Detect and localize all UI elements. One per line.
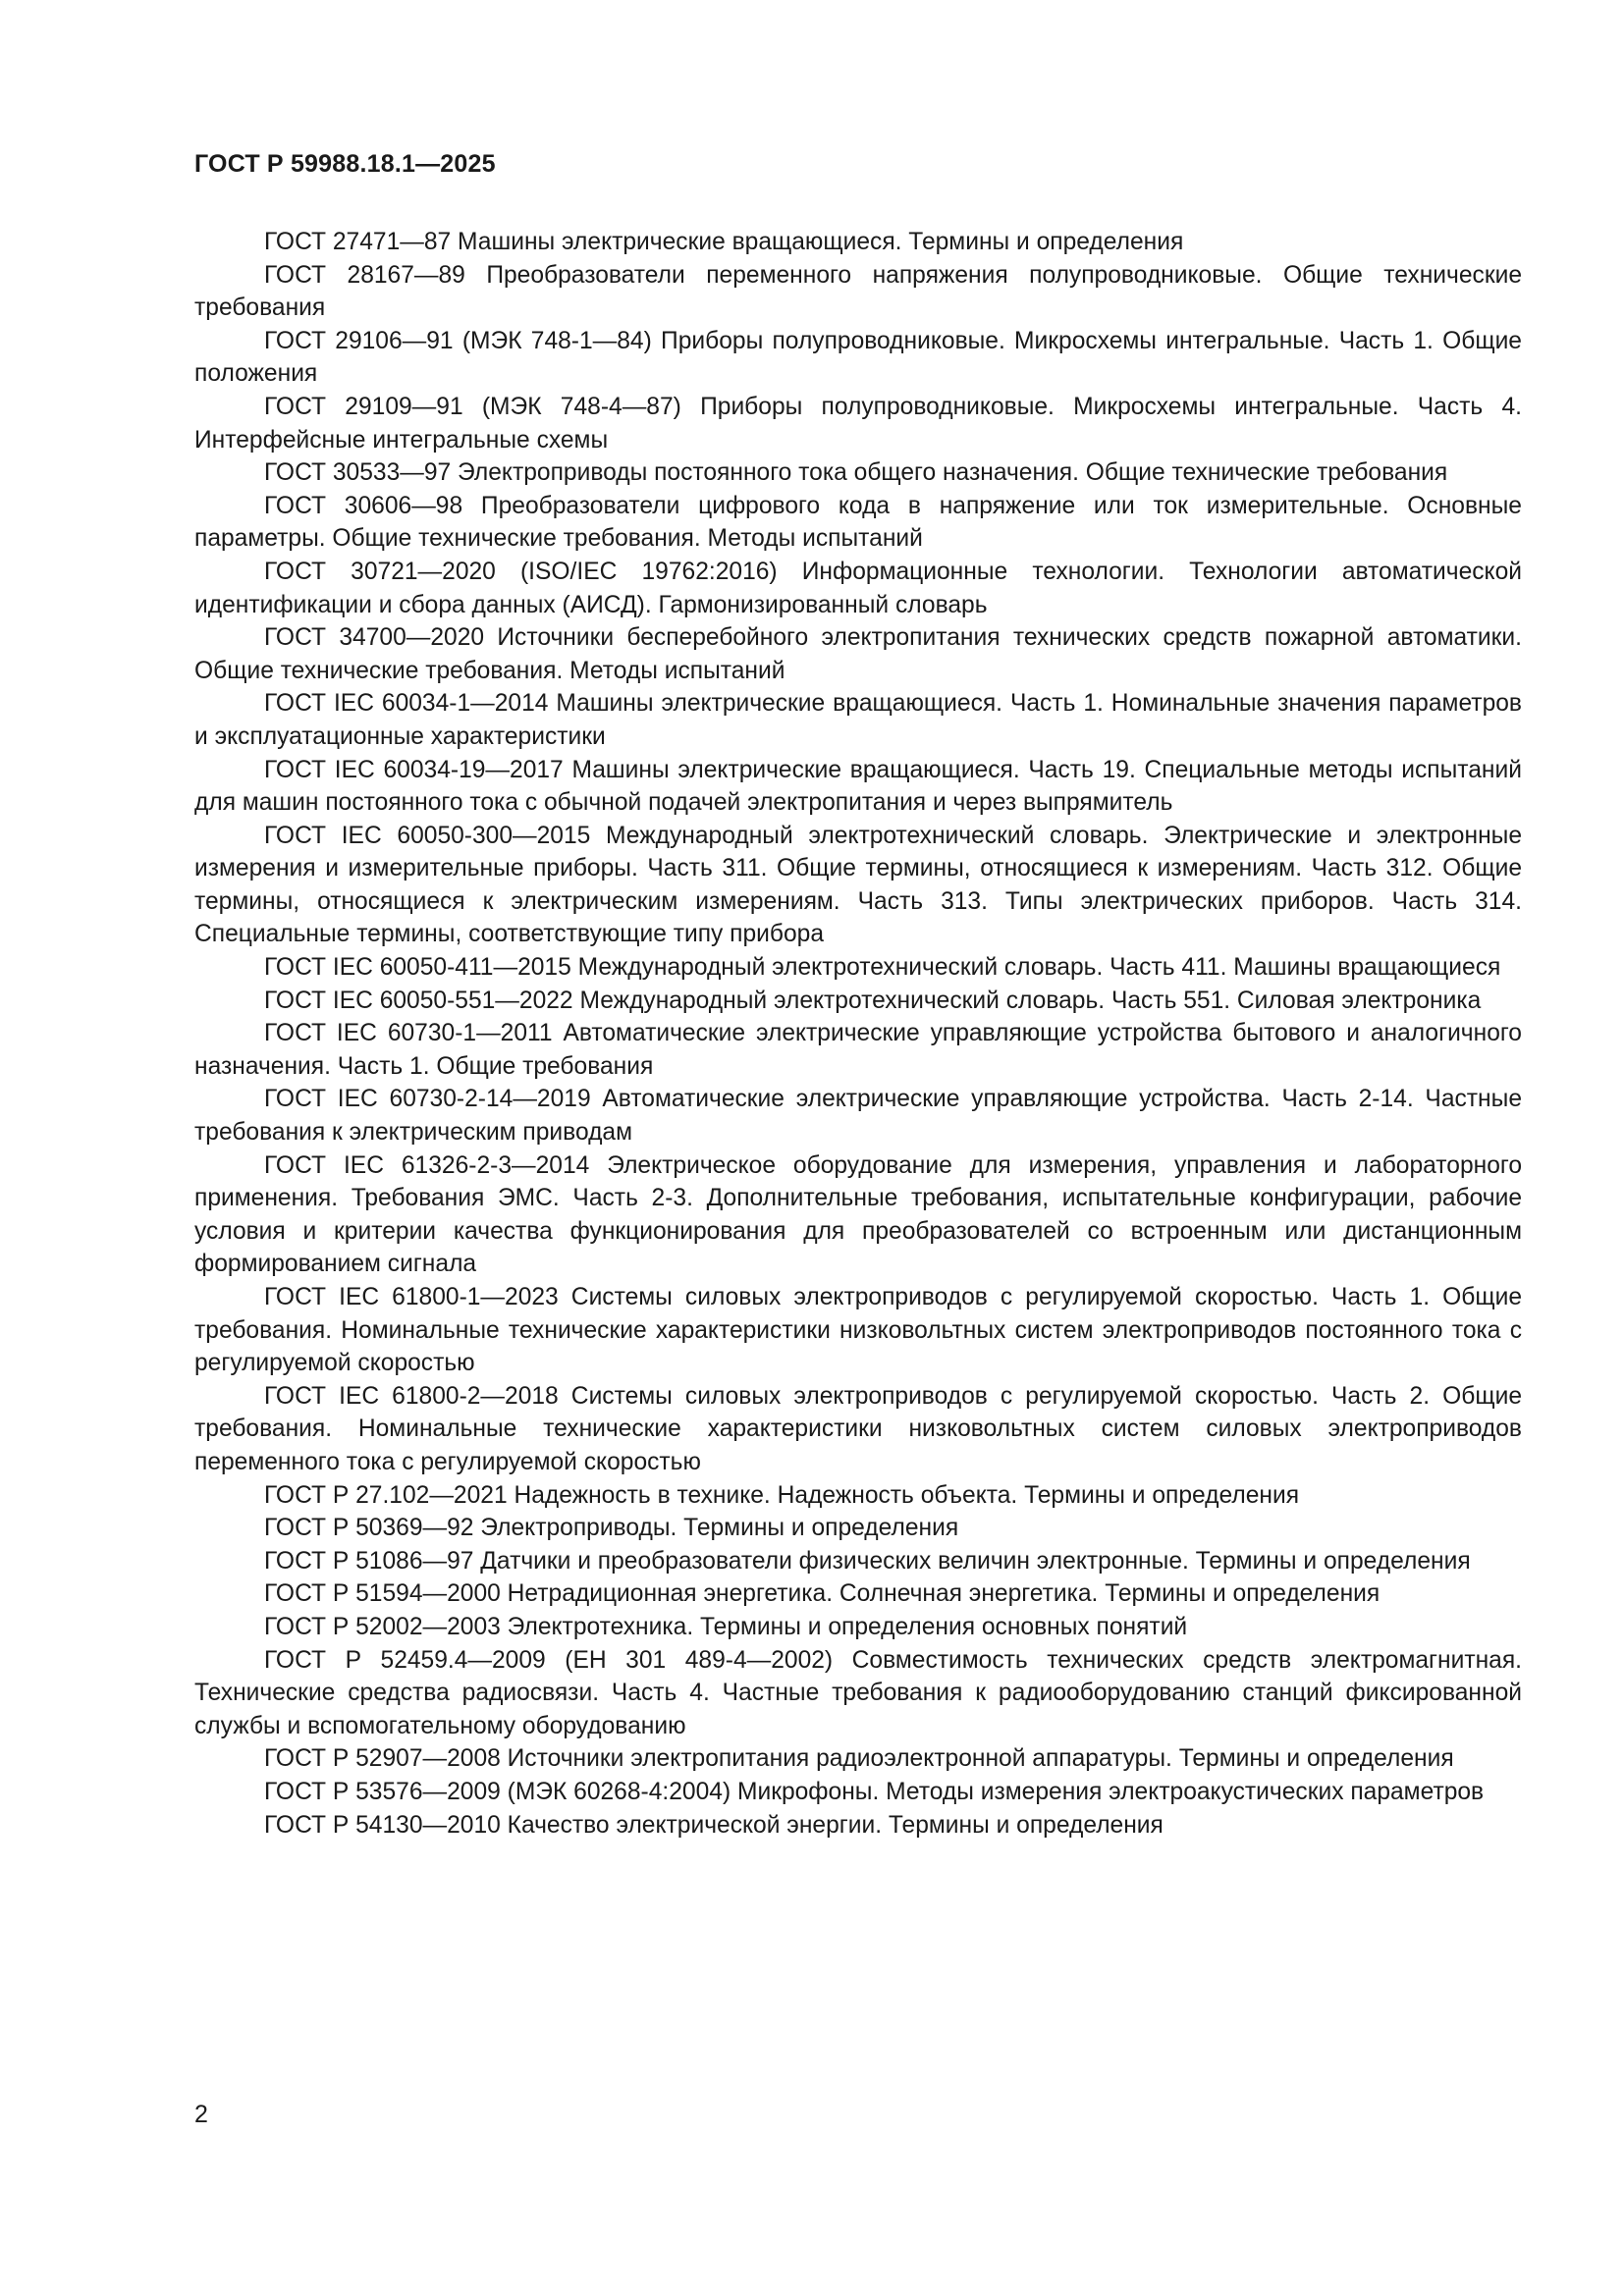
reference-item: ГОСТ 30606—98 Преобразователи цифрового кода в напряжение или ток измерительные. Основные параметры. Общие технические требования. Методы испытаний bbox=[194, 492, 1522, 553]
reference-item: ГОСТ IEC 60050-551—2022 Международный электротехнический словарь. Часть 551. Силовая электроника bbox=[264, 987, 1482, 1014]
reference-item: ГОСТ 30533—97 Электроприводы постоянного тока общего назначения. Общие технические требования bbox=[264, 459, 1448, 487]
reference-item: ГОСТ Р 27.102—2021 Надежность в технике. Надежность объекта. Термины и определения bbox=[264, 1481, 1300, 1509]
reference-item: ГОСТ IEC 60034-1—2014 Машины электрические вращающиеся. Часть 1. Номинальные значения параметров и эксплуатационные характеристики bbox=[194, 690, 1522, 750]
reference-item: ГОСТ IEC 60050-411—2015 Международный электротехнический словарь. Часть 411. Машины вращающиеся bbox=[264, 954, 1501, 982]
reference-item: ГОСТ IEC 60730-1—2011 Автоматические электрические управляющие устройства бытового и аналогичного назначения. Часть 1. Общие требования bbox=[194, 1020, 1522, 1080]
reference-item: ГОСТ Р 50369—92 Электроприводы. Термины и определения bbox=[264, 1515, 959, 1542]
page-number: 2 bbox=[194, 2101, 208, 2128]
reference-item: ГОСТ Р 51594—2000 Нетрадиционная энергетика. Солнечная энергетика. Термины и определения bbox=[264, 1580, 1380, 1608]
reference-item: ГОСТ IEC 60050-300—2015 Международный электротехнический словарь. Электрические и электронные измерения и измерительные приборы. Часть 311. Общие термины, относящиеся к измерениям. Часть 312. Общие термины, относящиеся к электрическим измерениям. Часть 313. Типы электрических приборов. Часть 314. Специальные термины, соответствующие типу прибора bbox=[194, 822, 1522, 948]
reference-item: ГОСТ 29106—91 (МЭК 748-1—84) Приборы полупроводниковые. Микросхемы интегральные. Часть 1. Общие положения bbox=[194, 327, 1522, 388]
reference-item: ГОСТ 29109—91 (МЭК 748-4—87) Приборы полупроводниковые. Микросхемы интегральные. Часть 4. Интерфейсные интегральные схемы bbox=[194, 393, 1522, 454]
document-code-header: ГОСТ Р 59988.18.1—2025 bbox=[194, 150, 496, 178]
reference-item: ГОСТ IEC 60730-2-14—2019 Автоматические электрические управляющие устройства. Часть 2-14. Частные требования к электрическим приводам bbox=[194, 1086, 1522, 1147]
reference-item: ГОСТ 34700—2020 Источники бесперебойного электропитания технических средств пожарной автоматики. Общие технические требования. Методы испытаний bbox=[194, 624, 1522, 684]
reference-item: ГОСТ Р 51086—97 Датчики и преобразователи физических величин электронные. Термины и определения bbox=[264, 1547, 1471, 1575]
reference-item: ГОСТ Р 52002—2003 Электротехника. Термины и определения основных понятий bbox=[264, 1613, 1188, 1640]
reference-item: ГОСТ IEC 60034-19—2017 Машины электрические вращающиеся. Часть 19. Специальные методы испытаний для машин постоянного тока с обычной подачей электропитания и через выпрямитель bbox=[194, 756, 1522, 817]
reference-item: ГОСТ Р 52459.4—2009 (ЕН 301 489-4—2002) Совместимость технических средств электромагнитная. Технические средства радиосвязи. Часть 4. Частные требования к радиооборудованию станций фиксированной службы и вспомогательному оборудованию bbox=[194, 1646, 1522, 1739]
reference-item: ГОСТ 27471—87 Машины электрические вращающиеся. Термины и определения bbox=[264, 229, 1184, 255]
reference-item: ГОСТ Р 53576—2009 (МЭК 60268-4:2004) Микрофоны. Методы измерения электроакустических параметров bbox=[264, 1778, 1485, 1805]
reference-item: ГОСТ Р 52907—2008 Источники электропитания радиоэлектронной аппаратуры. Термины и определения bbox=[264, 1745, 1454, 1773]
reference-item: ГОСТ IEC 61800-2—2018 Системы силовых электроприводов с регулируемой скоростью. Часть 2. Общие требования. Номинальные технические характеристики низковольтных систем силовых электроприводов переменного тока с регулируемой скоростью bbox=[194, 1382, 1522, 1475]
reference-item: ГОСТ IEC 61326-2-3—2014 Электрическое оборудование для измерения, управления и лабораторного применения. Требования ЭМС. Часть 2-3. Дополнительные требования, испытательные конфигурации, рабочие условия и критерии качества функционирования для преобразователей со встроенным или дистанционным формированием сигнала bbox=[194, 1151, 1522, 1278]
reference-item: ГОСТ Р 54130—2010 Качество электрической энергии. Термины и определения bbox=[264, 1811, 1164, 1839]
reference-item: ГОСТ 30721—2020 (ISO/IEC 19762:2016) Информационные технологии. Технологии автоматической идентификации и сбора данных (АИСД). Гармонизированный словарь bbox=[194, 558, 1522, 618]
normative-references-list bbox=[194, 226, 1522, 1842]
reference-item: ГОСТ 28167—89 Преобразователи переменного напряжения полупроводниковые. Общие технические требования bbox=[194, 261, 1522, 322]
reference-item: ГОСТ IEC 61800-1—2023 Системы силовых электроприводов с регулируемой скоростью. Часть 1. Общие требования. Номинальные технические характеристики низковольтных систем электроприводов постоянного тока с регулируемой скоростью bbox=[194, 1284, 1522, 1377]
